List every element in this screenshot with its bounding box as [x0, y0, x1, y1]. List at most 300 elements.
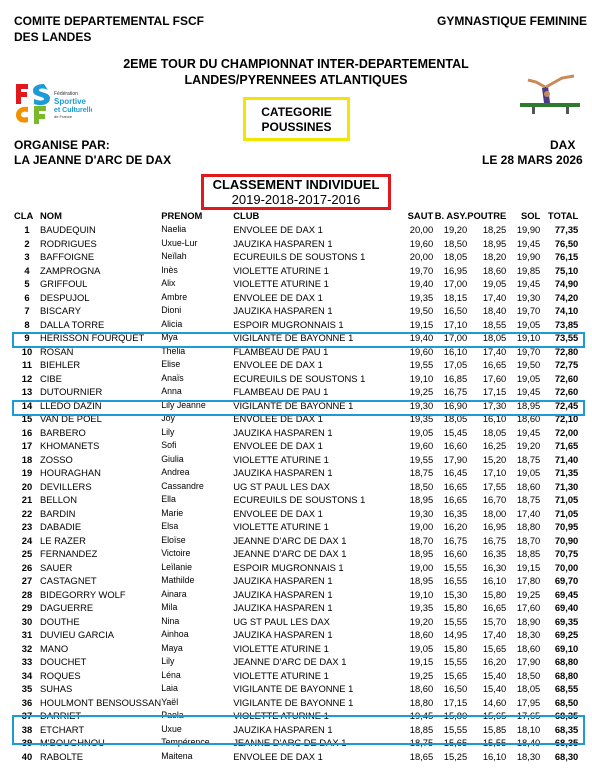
cell-beam: 15,80 — [482, 588, 507, 600]
cell-floor: 17,65 — [516, 710, 541, 721]
cell-floor: 18,70 — [516, 534, 541, 546]
cell-name: SUHAS — [40, 683, 73, 694]
cell-firstname: Maya — [161, 642, 183, 653]
cell-rank: 5 — [24, 278, 30, 289]
cell-club: JAUZIKA HASPAREN 1 — [233, 723, 333, 735]
cell-floor: 18,60 — [516, 413, 541, 424]
col-name: NOM — [40, 210, 62, 221]
cell-beam: 17,40 — [482, 629, 507, 640]
cell-club: JAUZIKA HASPAREN 1 — [233, 467, 333, 478]
cell-total: 71,40 — [554, 453, 579, 465]
cell-bars: 15,65 — [443, 737, 468, 748]
cell-total: 70,75 — [554, 548, 579, 559]
cell-name: DOUTHE — [40, 615, 80, 627]
cell-vault: 18,60 — [409, 629, 434, 640]
cell-bars: 16,60 — [443, 440, 468, 451]
cell-beam: 17,15 — [482, 386, 507, 397]
cell-floor: 19,30 — [516, 291, 541, 303]
cell-vault: 20,00 — [409, 251, 434, 262]
cell-name: RODRIGUES — [40, 237, 97, 249]
cell-beam: 15,40 — [482, 669, 507, 681]
results-table — [14, 209, 578, 763]
cell-beam: 17,10 — [482, 467, 507, 478]
cell-total: 71,30 — [554, 480, 579, 492]
cell-name: BISCARY — [40, 305, 81, 316]
cell-bars: 15,30 — [443, 588, 468, 600]
cell-club: JAUZIKA HASPAREN 1 — [233, 602, 333, 613]
cell-beam: 18,40 — [482, 305, 507, 316]
cell-rank: 39 — [21, 737, 33, 748]
cell-beam: 18,95 — [482, 237, 507, 249]
table-row — [14, 588, 578, 602]
cell-floor: 18,95 — [516, 399, 541, 411]
cell-rank: 4 — [24, 264, 30, 276]
cell-total: 71,05 — [554, 507, 579, 519]
cell-club: ECUREUILS DE SOUSTONS 1 — [233, 251, 366, 262]
cell-beam: 17,60 — [482, 372, 507, 384]
cell-bars: 18,50 — [443, 237, 468, 249]
cell-bars: 19,20 — [443, 224, 468, 235]
cell-rank: 20 — [21, 480, 33, 492]
cell-rank: 38 — [21, 723, 33, 735]
cell-floor: 18,85 — [516, 548, 541, 559]
cell-rank: 16 — [21, 426, 33, 438]
cell-rank: 32 — [21, 642, 33, 654]
cell-vault: 19,35 — [409, 602, 434, 613]
cell-vault: 19,05 — [409, 426, 434, 438]
cell-rank: 40 — [21, 750, 33, 762]
org-department: DES LANDES — [14, 30, 92, 44]
cell-rank: 13 — [21, 386, 33, 397]
cell-beam: 16,25 — [482, 440, 507, 451]
cell-club: VIOLETTE ATURINE 1 — [233, 453, 329, 465]
cell-name: M'BOUGHNOU — [40, 737, 105, 748]
organizer-name: LA JEANNE D'ARC DE DAX — [14, 153, 172, 167]
table-row — [14, 480, 578, 494]
cell-floor: 18,05 — [516, 683, 541, 694]
category-value: POUSSINES — [261, 120, 332, 134]
cell-vault: 19,60 — [409, 440, 434, 451]
cell-rank: 15 — [21, 413, 33, 424]
cell-name: DUVIEU GARCIA — [40, 629, 114, 640]
cell-total: 74,90 — [554, 278, 579, 289]
cell-total: 69,10 — [554, 642, 579, 654]
cell-beam: 15,55 — [482, 737, 507, 748]
cell-club: VIGILANTE DE BAYONNE 1 — [233, 332, 354, 343]
cell-vault: 18,75 — [409, 467, 434, 478]
cell-total: 71,05 — [554, 494, 579, 505]
cell-beam: 18,55 — [482, 318, 507, 330]
cell-vault: 19,05 — [409, 642, 434, 654]
cell-total: 74,20 — [554, 291, 579, 303]
cell-floor: 19,90 — [516, 224, 541, 235]
cell-vault: 19,10 — [409, 588, 434, 600]
event-date: LE 28 MARS 2026 — [482, 153, 583, 167]
cell-name: BELLON — [40, 494, 77, 505]
cell-bars: 18,05 — [443, 413, 468, 424]
cell-total: 77,35 — [554, 224, 579, 235]
cell-firstname: Alicia — [161, 318, 183, 329]
cell-club: JAUZIKA HASPAREN 1 — [233, 426, 333, 438]
table-row — [14, 493, 578, 507]
cell-total: 68,35 — [554, 710, 579, 721]
cell-floor: 19,45 — [516, 237, 541, 249]
cell-firstname: Anna — [161, 386, 182, 396]
cell-rank: 10 — [21, 345, 33, 357]
cell-total: 75,10 — [554, 264, 579, 276]
cell-beam: 19,05 — [482, 278, 507, 289]
cell-club: JAUZIKA HASPAREN 1 — [233, 305, 333, 316]
cell-firstname: Mya — [161, 332, 178, 342]
col-vault: SAUT — [407, 210, 434, 221]
cell-bars: 15,80 — [443, 602, 468, 613]
table-row — [14, 655, 578, 669]
cell-bars: 15,55 — [443, 561, 468, 573]
logo-text-1: Fédération — [54, 91, 78, 97]
cell-club: VIGILANTE DE BAYONNE 1 — [233, 683, 354, 694]
col-firstname: PRENOM — [161, 210, 203, 221]
cell-floor: 19,90 — [516, 251, 541, 262]
cell-beam: 15,85 — [482, 723, 507, 735]
cell-vault: 19,40 — [409, 278, 434, 289]
cell-bars: 16,85 — [443, 372, 468, 384]
cell-name: DESPUJOL — [40, 291, 90, 303]
cell-rank: 2 — [24, 237, 30, 249]
cell-vault: 19,15 — [409, 656, 434, 667]
cell-firstname: Inès — [161, 264, 178, 275]
cell-bars: 15,45 — [443, 426, 468, 438]
cell-beam: 15,70 — [482, 615, 507, 627]
cell-firstname: Anaïs — [161, 372, 184, 383]
cell-floor: 18,75 — [516, 453, 541, 465]
cell-bars: 18,05 — [443, 251, 468, 262]
cell-name: LE RAZER — [40, 534, 86, 546]
cell-beam: 17,40 — [482, 291, 507, 303]
cell-rank: 35 — [21, 683, 33, 694]
cell-floor: 19,15 — [516, 561, 541, 573]
cell-vault: 20,00 — [409, 224, 434, 235]
cell-rank: 21 — [21, 494, 33, 505]
table-row — [14, 358, 578, 372]
cell-bars: 16,45 — [443, 467, 468, 478]
table-row — [14, 331, 578, 345]
cell-club: UG ST PAUL LES DAX — [233, 615, 330, 627]
cell-firstname: Ainhoa — [161, 629, 189, 639]
cell-beam: 16,70 — [482, 494, 507, 505]
cell-firstname: Maitena — [161, 750, 193, 761]
cell-beam: 18,20 — [482, 251, 507, 262]
table-row — [14, 264, 578, 278]
cell-club: FLAMBEAU DE PAU 1 — [233, 386, 329, 397]
cell-total: 69,25 — [554, 629, 579, 640]
cell-total: 72,80 — [554, 345, 579, 357]
cell-club: ENVOLEE DE DAX 1 — [233, 440, 323, 451]
cell-rank: 31 — [21, 629, 33, 640]
table-row — [14, 237, 578, 251]
cell-beam: 18,05 — [482, 332, 507, 343]
cell-firstname: Paola — [161, 710, 184, 720]
cell-rank: 29 — [21, 602, 33, 613]
cell-vault: 19,15 — [409, 318, 434, 330]
cell-floor: 18,10 — [516, 723, 541, 735]
cell-beam: 14,60 — [482, 696, 507, 708]
classification-title: CLASSEMENT INDIVIDUEL — [212, 177, 380, 192]
cell-beam: 18,00 — [482, 507, 507, 519]
cell-floor: 18,60 — [516, 642, 541, 654]
table-row — [14, 561, 578, 575]
cell-club: FLAMBEAU DE PAU 1 — [233, 345, 329, 357]
cell-name: ROSAN — [40, 345, 74, 357]
cell-total: 70,90 — [554, 534, 579, 546]
cell-firstname: Elise — [161, 359, 181, 369]
category-box — [243, 97, 350, 141]
table-row — [14, 574, 578, 588]
table-row — [14, 709, 578, 723]
cell-firstname: Sofi — [161, 440, 177, 450]
cell-name: DUTOURNIER — [40, 386, 103, 397]
table-row — [14, 439, 578, 453]
cell-rank: 6 — [24, 291, 30, 303]
table-row — [14, 696, 578, 710]
cell-floor: 17,60 — [516, 602, 541, 613]
cell-vault: 19,55 — [409, 453, 434, 465]
cell-club: UG ST PAUL LES DAX — [233, 480, 330, 492]
cell-firstname: Mathilde — [161, 575, 195, 585]
cell-firstname: Dioni — [161, 305, 182, 315]
cell-bars: 17,10 — [443, 318, 468, 330]
cell-total: 68,50 — [554, 696, 579, 708]
cell-bars: 15,65 — [443, 669, 468, 681]
cell-beam: 15,65 — [482, 710, 507, 721]
table-row — [14, 507, 578, 521]
table-row — [14, 669, 578, 683]
classification-box — [201, 174, 391, 210]
cell-total: 72,10 — [554, 413, 579, 424]
organizer-label: ORGANISE PAR: — [14, 138, 110, 152]
event-city: DAX — [550, 138, 576, 152]
cell-total: 72,60 — [554, 386, 579, 397]
table-row — [14, 750, 578, 764]
cell-total: 76,15 — [554, 251, 579, 262]
table-row — [14, 453, 578, 467]
cell-club: VIOLETTE ATURINE 1 — [233, 278, 329, 289]
cell-floor: 17,80 — [516, 575, 541, 586]
cell-floor: 19,85 — [516, 264, 541, 276]
cell-firstname: Andrea — [161, 467, 190, 477]
cell-firstname: Léna — [161, 669, 181, 680]
table-row — [14, 534, 578, 548]
cell-rank: 30 — [21, 615, 33, 627]
cell-rank: 23 — [21, 521, 33, 532]
cell-beam: 16,35 — [482, 548, 507, 559]
cell-floor: 19,10 — [516, 332, 541, 343]
cell-bars: 15,55 — [443, 723, 468, 735]
cell-bars: 16,50 — [443, 305, 468, 316]
cell-name: ZOSSO — [40, 453, 73, 465]
cell-total: 72,00 — [554, 426, 579, 438]
cell-beam: 16,75 — [482, 534, 507, 546]
table-row — [14, 547, 578, 561]
col-club: CLUB — [233, 210, 260, 221]
cell-vault: 18,75 — [409, 737, 434, 748]
cell-bars: 17,15 — [443, 696, 468, 708]
discipline-label: GYMNASTIQUE FEMININE — [437, 14, 588, 28]
cell-floor: 19,05 — [516, 372, 541, 384]
cell-beam: 18,05 — [482, 426, 507, 438]
cell-total: 69,40 — [554, 602, 579, 613]
cell-rank: 9 — [24, 332, 30, 343]
cell-bars: 16,90 — [443, 399, 468, 411]
cell-total: 69,45 — [554, 588, 579, 600]
classification-years: 2019-2018-2017-2016 — [231, 192, 361, 207]
cell-rank: 24 — [21, 534, 33, 546]
gymnast-beam-icon — [518, 74, 582, 114]
cell-rank: 14 — [21, 399, 33, 411]
table-row — [14, 682, 578, 696]
cell-floor: 19,05 — [516, 467, 541, 478]
cell-firstname: Lily — [161, 426, 175, 437]
cell-firstname: Giulia — [161, 453, 184, 464]
cell-beam: 16,30 — [482, 561, 507, 573]
cell-firstname: Alix — [161, 278, 176, 288]
cell-firstname: Eloïse — [161, 534, 186, 545]
table-row — [14, 250, 578, 264]
table-row — [14, 345, 578, 359]
cell-bars: 16,75 — [443, 534, 468, 546]
cell-vault: 19,40 — [409, 332, 434, 343]
cell-club: JAUZIKA HASPAREN 1 — [233, 629, 333, 640]
cell-total: 68,80 — [554, 656, 579, 667]
cell-vault: 18,80 — [409, 696, 434, 708]
cell-beam: 18,25 — [482, 224, 507, 235]
cell-club: VIOLETTE ATURINE 1 — [233, 264, 329, 276]
table-row — [14, 615, 578, 629]
cell-total: 68,35 — [554, 723, 579, 735]
cell-bars: 16,65 — [443, 480, 468, 492]
cell-floor: 19,45 — [516, 278, 541, 289]
cell-floor: 19,70 — [516, 345, 541, 357]
cell-vault: 19,30 — [409, 507, 434, 519]
cell-vault: 19,35 — [409, 413, 434, 424]
cell-name: BIDEGORRY WOLF — [40, 588, 126, 600]
cell-vault: 18,60 — [409, 683, 434, 694]
cell-firstname: Lily Jeanne — [161, 399, 206, 410]
cell-club: JAUZIKA HASPAREN 1 — [233, 575, 333, 586]
cell-rank: 26 — [21, 561, 33, 573]
cell-total: 72,75 — [554, 359, 579, 370]
cell-name: GRIFFOUL — [40, 278, 88, 289]
cell-floor: 19,20 — [516, 440, 541, 451]
cell-firstname: Thelia — [161, 345, 186, 356]
cell-bars: 14,95 — [443, 629, 468, 640]
cell-firstname: Nina — [161, 615, 180, 626]
cell-rank: 12 — [21, 372, 33, 384]
cell-rank: 17 — [21, 440, 33, 451]
table-row — [14, 291, 578, 305]
cell-rank: 18 — [21, 453, 33, 465]
cell-total: 72,60 — [554, 372, 579, 384]
cell-club: VIGILANTE DE BAYONNE 1 — [233, 399, 354, 411]
cell-beam: 16,10 — [482, 575, 507, 586]
cell-name: LLEDO DAZIN — [40, 399, 102, 411]
cell-total: 68,55 — [554, 683, 579, 694]
cell-bars: 16,35 — [443, 507, 468, 519]
cell-floor: 17,40 — [516, 507, 541, 519]
cell-floor: 19,45 — [516, 426, 541, 438]
cell-floor: 18,40 — [516, 737, 541, 748]
cell-club: VIGILANTE DE BAYONNE 1 — [233, 696, 354, 708]
cell-floor: 17,95 — [516, 696, 541, 708]
cell-name: DEVILLERS — [40, 480, 92, 492]
cell-beam: 18,60 — [482, 264, 507, 276]
cell-club: VIOLETTE ATURINE 1 — [233, 521, 329, 532]
cell-floor: 19,70 — [516, 305, 541, 316]
cell-firstname: Neïlah — [161, 251, 187, 261]
cell-vault: 19,10 — [409, 372, 434, 384]
cell-rank: 33 — [21, 656, 33, 667]
cell-floor: 19,45 — [516, 386, 541, 397]
col-total: TOTAL — [547, 210, 579, 221]
cell-name: BAUDEQUIN — [40, 224, 96, 235]
cell-name: ETCHART — [40, 723, 85, 735]
cell-rank: 37 — [21, 710, 33, 721]
cell-club: ENVOLEE DE DAX 1 — [233, 750, 323, 762]
cell-bars: 16,65 — [443, 494, 468, 505]
table-row — [14, 223, 578, 237]
cell-total: 68,35 — [554, 737, 579, 748]
category-label: CATEGORIE — [261, 105, 332, 119]
cell-name: HOURAGHAN — [40, 467, 101, 478]
cell-bars: 18,15 — [443, 291, 468, 303]
cell-club: ESPOIR MUGRONNAIS 1 — [233, 318, 344, 330]
cell-rank: 11 — [22, 359, 32, 370]
col-rank: CLA — [14, 210, 34, 221]
cell-club: JEANNE D'ARC DE DAX 1 — [233, 656, 347, 667]
col-beam: POUTRE — [467, 210, 507, 221]
cell-rank: 34 — [21, 669, 33, 681]
cell-firstname: Joy — [161, 413, 175, 423]
cell-bars: 16,50 — [443, 683, 468, 694]
cell-vault: 19,00 — [409, 521, 434, 532]
cell-beam: 15,20 — [482, 453, 507, 465]
cell-bars: 17,05 — [443, 359, 468, 370]
cell-bars: 16,75 — [443, 386, 468, 397]
table-row — [14, 736, 578, 750]
cell-firstname: Laia — [161, 683, 178, 693]
cell-vault: 18,85 — [409, 723, 434, 735]
col-bars: B. ASY. — [434, 210, 468, 221]
cell-name: BARBERO — [40, 426, 86, 438]
cell-name: BIEHLER — [40, 359, 81, 370]
cell-name: CIBE — [40, 372, 62, 384]
cell-vault: 19,25 — [409, 386, 434, 397]
cell-bars: 15,55 — [443, 656, 468, 667]
cell-name: DABADIE — [40, 521, 82, 532]
cell-name: RABOLTE — [40, 750, 84, 762]
cell-vault: 18,70 — [409, 534, 434, 546]
cell-club: JEANNE D'ARC DE DAX 1 — [233, 534, 347, 546]
cell-floor: 19,50 — [516, 359, 541, 370]
cell-floor: 18,80 — [516, 521, 541, 532]
cell-beam: 15,65 — [482, 642, 507, 654]
cell-firstname: Marie — [161, 507, 184, 518]
table-header-row — [14, 209, 578, 223]
cell-floor: 18,60 — [516, 480, 541, 492]
cell-club: JEANNE D'ARC DE DAX 1 — [233, 548, 347, 559]
cell-vault: 19,20 — [409, 615, 434, 627]
table-row — [14, 399, 578, 413]
cell-vault: 19,30 — [409, 399, 434, 411]
